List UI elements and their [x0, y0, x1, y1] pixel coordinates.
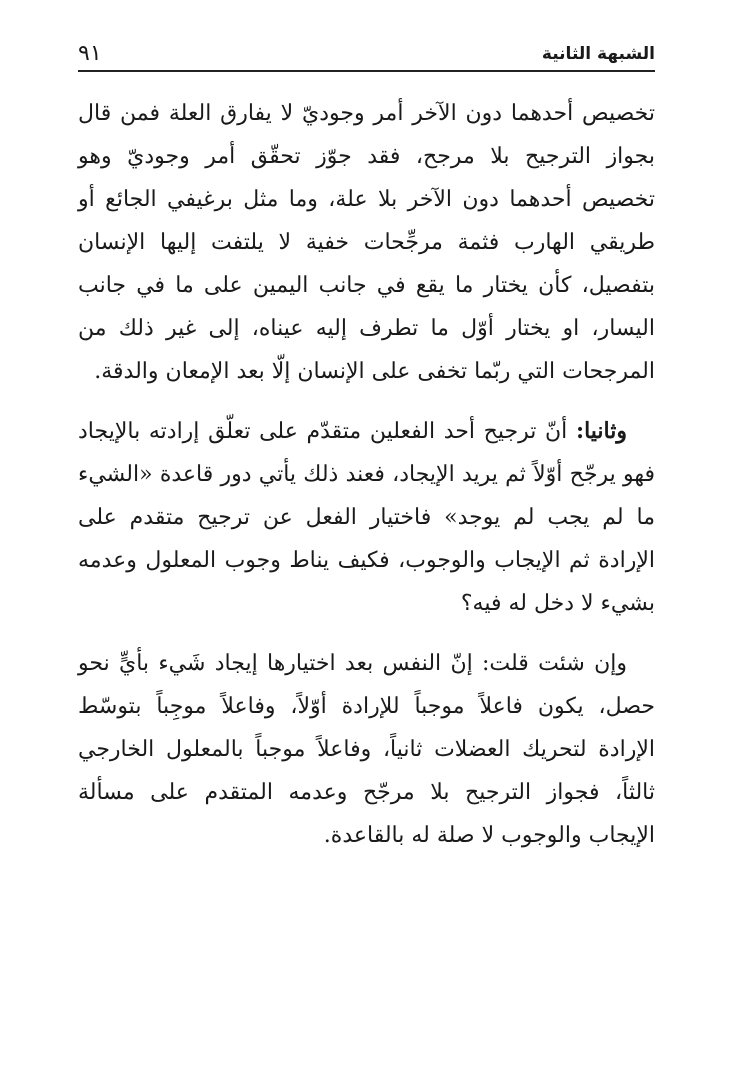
paragraph-2: [78, 410, 655, 625]
paragraph-3-text: وإن شئت قلت: إنّ النفس بعد اختيارها إيجاد شَيء بأيٍّ نحو حصل، يكون فاعلاً موجباً للإرادة أوّلاً، وفاعلاً موجِباً بتوسّط الإرادة لتحريك العضلات ثانياً، وفاعلاً موجباً بالمعلول الخارجي ثالثاً، فجواز الترجيح بلا مرجّح وعدمه المتقدم على مسألة الإيجاب والوجوب لا صلة له بالقاعدة.: [78, 651, 655, 848]
page-body: [78, 92, 655, 857]
chapter-title: الشبهة الثانية: [541, 44, 655, 64]
paragraph-2-lead: وثانيا:: [575, 418, 627, 444]
page-number: ٩١: [78, 41, 102, 66]
paragraph-2-text: أنّ ترجيح أحد الفعلين متقدّم على تعلّق إرادته بالإيجاد فهو يرجّح أوّلاً ثم يريد الإيجاد، فعند ذلك يأتي دور قاعدة «الشيء ما لم يجب لم يوجد» فاختيار الفعل عن ترجيح متقدم على الإرادة ثم الإيجاب والوجوب، فكيف يناط وجوب المعلول وعدمه بشيء لا دخل له فيه؟: [78, 419, 655, 616]
running-header: [78, 30, 655, 72]
paragraph-3: [78, 642, 655, 857]
paragraph-1: [78, 92, 655, 393]
paragraph-1-text: تخصيص أحدهما دون الآخر أمر وجوديّ لا يفارق العلة فمن قال بجواز الترجيح بلا مرجح، فقد جوّز تحقّق أمر وجوديّ وهو تخصيص أحدهما دون الآخر بلا علة، وما مثل برغيفي الجائع أو طريقي الهارب فثمة مرجِّحات خفية لا يلتفت إليها الإنسان بتفصيل، كأن يختار ما يقع في جانب اليمين على ما في جانب اليسار، او يختار أوّل ما تطرف إليه عيناه، إلى غير ذلك من المرجحات التي ربّما تخفى على الإنسان إلّا بعد الإمعان والدقة.: [78, 101, 655, 384]
